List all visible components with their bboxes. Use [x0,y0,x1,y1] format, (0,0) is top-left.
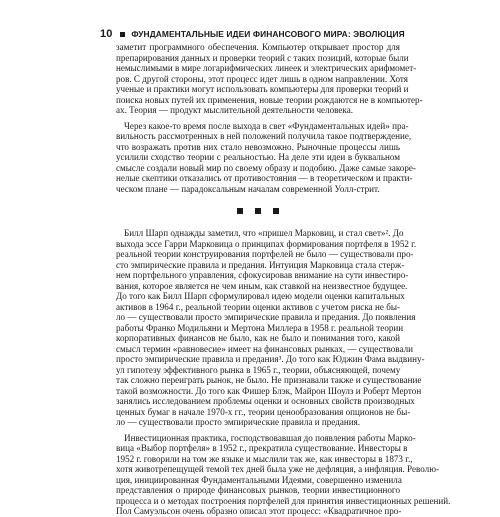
text-line: усилили сходство теории с реальностью. На деле эти идеи в буквальном [116,152,400,162]
square-bullet-icon [273,208,279,214]
text-line: сто эмпирические правила и предания. Интуиция Марковица стала стерж- [116,259,405,270]
text-line: ческом плане — парадоксальным началам современной Уолл-стрит. [116,183,380,194]
square-bullet-icon [237,208,243,214]
text-line: ценных бумаг в начале 1970-х гг., теории ценообразования опционов не бы- [116,406,411,417]
text-line: смысле создали новый мир по своему образу и подобию. Даже самые закоре- [116,162,416,173]
text-line: корпоративных финансов не было, как не было и понимания того, какой [116,333,400,343]
paragraph-1 [116,42,423,116]
text-line: такой возможности. До того как Фишер Блэк, Майрон Шоулз и Роберт Мертон [116,385,422,396]
text-line: работы Франко Модильяни и Мертона Миллера в 1958 г. реальной теории [116,322,404,333]
text-line: представления о природе финансовых рынков, теории инвестиционного [116,485,400,495]
text-line: Билл Шарп однажды заметил, что «пришел Марковиц, и стал свет»². До [124,228,404,238]
running-header [100,28,410,40]
text-line: активов в 1964 г., реальной теории оценки активов с учетом риска не бы- [116,301,400,312]
text-line: ах. Теория — продукт мыслительной деятельности человека. [116,105,354,115]
section-break-ornament [116,194,400,228]
text-line: Через какое-то время после выхода в свет «Фундаментальных идей» пра- [124,120,409,131]
text-line: вильность рассмотренных в ней положений получила такое подтверждение, [116,131,412,141]
text-line: занялись исследованием проблемы оценки и основных свойств производных [116,396,415,406]
text-line: выхода эссе Гарри Марковица о принципах формирования портфеля в 1952 г. [116,238,417,249]
text-line: Пол Самуэльсон очень образно описал этот процесс: «Квадратичное про- [116,506,402,516]
paragraph-2 [116,120,416,195]
paragraph-3 [116,228,425,428]
text-line: нелые скептики отказались от противостояния — в теоретическом и практи- [116,173,413,183]
page-number: 10 [100,28,113,40]
text-line: что возражать против них стало невозможно. Рыночные процессы лишь [116,141,400,152]
text-line: поиска новых путей их применения, новые теории рождаются не в компьютер- [116,94,423,105]
text-line: просто эмпирические правила и предания³. До того как Юджин Фама выдвину- [116,354,425,364]
square-bullet-icon [120,32,125,37]
text-line: смысл термин «равновесие» имеет на финансовых рынках, — существовали [116,343,413,354]
text-line: вица «Выбор портфеля» в 1952 г., прекратила существование. Инвесторы в [116,443,408,453]
text-line: так сложно переиграть рынок, не было. Не признавали также и существование [116,375,422,385]
text-line: ров. С другой стороны, этот процесс идет лишь в одном направлении. Хотя [116,73,408,84]
text-line: заметит программного обеспечения. Компьютер открывает простор для [116,42,400,52]
text-line: препарирования данных и проверки теорий с таких позиций, которые были [116,52,409,63]
text-line: процесса и о методах построения портфелей для принятия инвестиционных решений. [116,495,451,506]
text-line: ция, инициированная Фундаментальными Идеями, совершенно изменила [116,474,402,485]
text-line: нем портфельного управления, сфокусировав внимание на сути инвестиро- [116,270,409,280]
text-line: ло — существовали просто эмпирические правила и предания. До появления [116,312,416,322]
text-line: 1952 г. говорили на том же языке и мыслили так же, как инвесторы в 1873 г., [116,453,413,464]
text-line: До того как Билл Шарп сформулировал идею модели оценки капитальных [116,291,405,301]
text-line: хотя животрепещущей темой тех дней была уже не дефляция, а инфляция. Револю- [116,464,440,474]
running-title: ФУНДАМЕНТАЛЬНЫЕ ИДЕИ ФИНАНСОВОГО МИРА: ЭВОЛЮЦИЯ [131,29,405,39]
text-line: реальной теории конструирования портфелей не было — существовали про- [116,249,414,259]
square-bullet-icon [255,208,261,214]
paragraph-4 [116,432,451,517]
text-line: немыслимыми в мире логарифмических линеек и электрических арифмомет- [116,63,417,73]
text-line: ул гипотезу эффективного рынка в 1965 г., теории, объясняющей, почему [116,364,401,375]
text-line: Инвестиционная практика, господствовавшая до появления работы Марко- [124,432,416,443]
text-line: ученые и практики могут использовать компьютеры для проверки теорий и [116,84,409,94]
body-text [116,42,451,517]
text-line: ло — существовали просто эмпирические правила и предания. [116,417,361,427]
text-line: вания, которое является не чем иным, как ставкой на неизвестное будущее. [116,280,408,291]
